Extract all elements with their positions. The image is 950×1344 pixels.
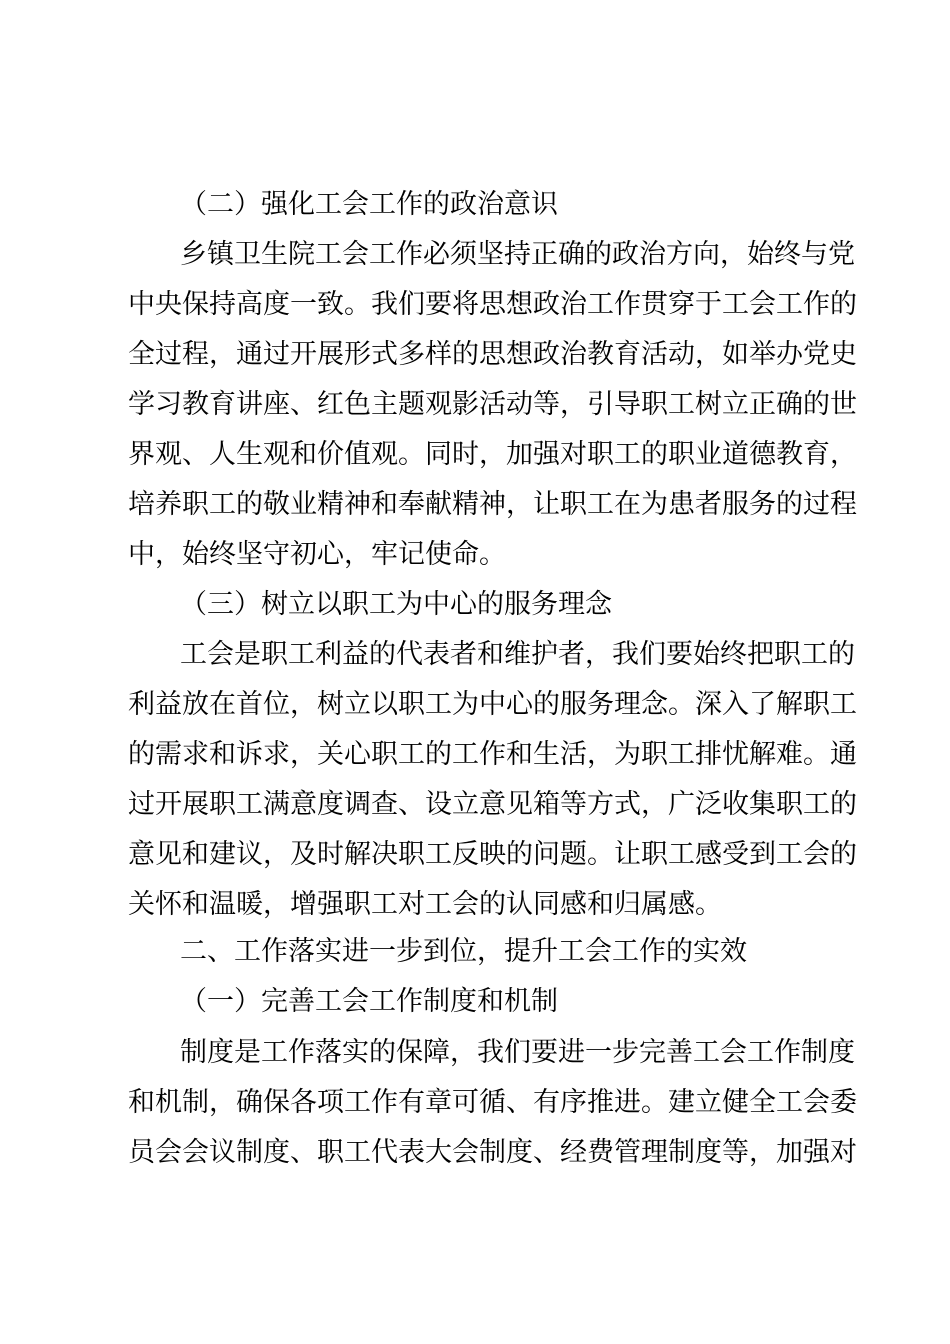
paragraph-line: 中央保持高度一致。我们要将思想政治工作贯穿于工会工作的 <box>128 289 857 320</box>
paragraph-line: 过开展职工满意度调查、设立意见箱等方式，广泛收集职工的 <box>128 789 857 820</box>
paragraph-line: 的需求和诉求，关心职工的工作和生活，为职工排忧解难。通 <box>128 739 857 770</box>
paragraph-line: 学习教育讲座、红色主题观影活动等，引导职工树立正确的世 <box>128 389 857 420</box>
section-heading-3: （三）树立以职工为中心的服务理念 <box>180 589 612 620</box>
paragraph-line: 意见和建议，及时解决职工反映的问题。让职工感受到工会的 <box>128 839 857 870</box>
paragraph-line: 培养职工的敬业精神和奉献精神，让职工在为患者服务的过程 <box>128 489 857 520</box>
paragraph-line: 关怀和温暖，增强职工对工会的认同感和归属感。 <box>128 889 722 920</box>
paragraph-line: 界观、人生观和价值观。同时，加强对职工的职业道德教育， <box>128 439 857 470</box>
paragraph-line: 乡镇卫生院工会工作必须坚持正确的政治方向，始终与党 <box>180 239 855 270</box>
chapter-heading-2: 二、工作落实进一步到位，提升工会工作的实效 <box>180 936 747 967</box>
paragraph-line: 中，始终坚守初心，牢记使命。 <box>128 539 506 570</box>
section-heading-1: （一）完善工会工作制度和机制 <box>180 986 558 1017</box>
paragraph-line: 员会会议制度、职工代表大会制度、经费管理制度等，加强对 <box>128 1137 857 1168</box>
paragraph-line: 制度是工作落实的保障，我们要进一步完善工会工作制度 <box>180 1037 855 1068</box>
paragraph-line: 和机制，确保各项工作有章可循、有序推进。建立健全工会委 <box>128 1087 857 1118</box>
paragraph-line: 利益放在首位，树立以职工为中心的服务理念。深入了解职工 <box>128 689 857 720</box>
paragraph-line: 工会是职工利益的代表者和维护者，我们要始终把职工的 <box>180 639 855 670</box>
paragraph-line: 全过程，通过开展形式多样的思想政治教育活动，如举办党史 <box>128 339 857 370</box>
section-heading-2: （二）强化工会工作的政治意识 <box>180 189 558 220</box>
